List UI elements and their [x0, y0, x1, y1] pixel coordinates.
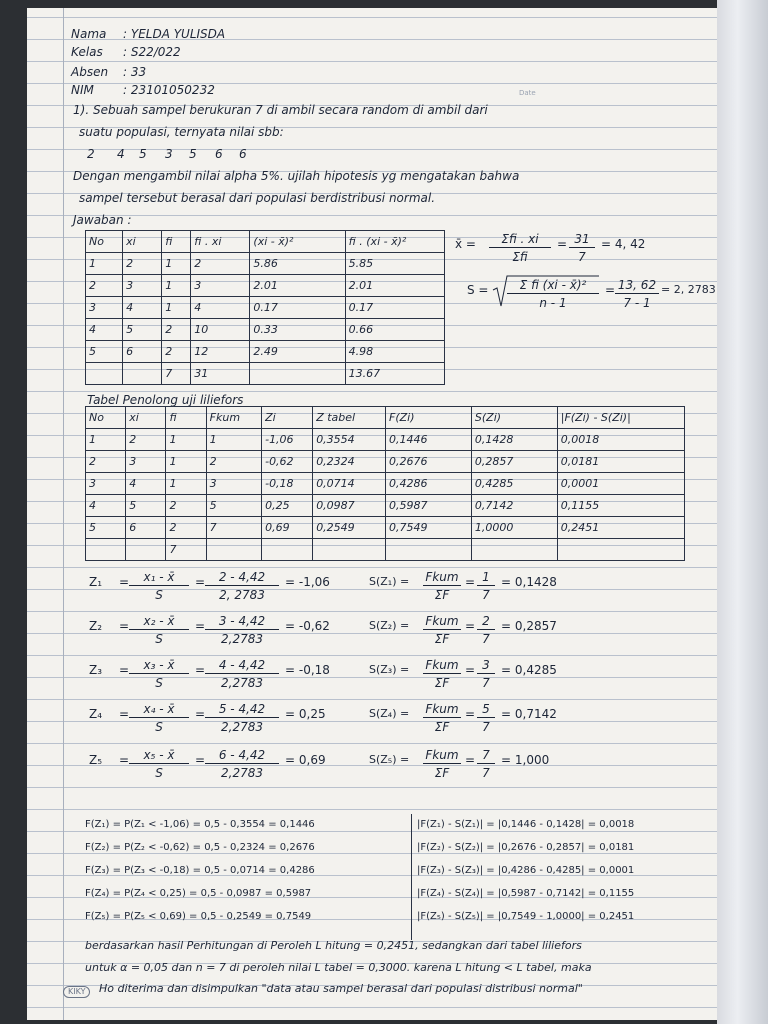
table-total-row-cell: 7 [166, 539, 206, 561]
z-substitution-numerator: 5 - 4,42 [205, 702, 279, 718]
z-substitution-denominator: 2,2783 [221, 676, 263, 690]
equals-sign: = [195, 575, 206, 589]
table-row-cell: 2 [86, 275, 123, 297]
table-total-row-cell: 7 [162, 363, 191, 385]
diff-line: |F(Z₂) - S(Z₂)| = |0,2676 - 0,2857| = 0,0181 [417, 842, 635, 853]
z-formula-numerator: x₄ - x̄ [129, 702, 189, 718]
absen-label: Absen [71, 65, 109, 79]
equals-sign: = [119, 663, 130, 677]
sample-value: 6 [239, 147, 247, 161]
table-row-cell: 0.17 [345, 297, 444, 319]
s-formula [423, 658, 461, 690]
nim-label: NIM [71, 83, 94, 97]
table-row-cell: 0,0001 [557, 473, 684, 495]
table-row-cell: 2 [86, 451, 126, 473]
table-row [86, 275, 445, 297]
sd-fraction-2 [615, 278, 659, 310]
z-lhs: Z₄ [89, 707, 103, 721]
table-row-cell: 0,5987 [386, 495, 472, 517]
table-row-cell: 0,69 [262, 517, 313, 539]
table-header-cell: Fkum [206, 407, 261, 429]
sd-root-numerator: Σ fi (xi - x̄)² [507, 278, 599, 294]
table-total-row-cell [86, 539, 126, 561]
s-substitution-denominator: 7 [482, 632, 490, 646]
notebook-page [27, 8, 717, 1020]
table-header-cell: fi [166, 407, 206, 429]
s-lhs: S(Z₅) = [369, 753, 410, 766]
brand-logo: KIKY [63, 986, 90, 998]
diff-line: |F(Z₃) - S(Z₃)| = |0,4286 - 0,4285| = 0,0001 [417, 865, 635, 876]
sample-value: 2 [87, 147, 95, 161]
question-line-2: suatu populasi, ternyata nilai sbb: [79, 125, 284, 139]
equals-sign: = [195, 707, 206, 721]
s-substitution-denominator: 7 [482, 676, 490, 690]
equals-sign: = [195, 619, 206, 633]
s-result: = 0,2857 [501, 619, 557, 633]
table-total-row-cell: 31 [191, 363, 250, 385]
table-header-cell: fi . (xi - x̄)² [345, 231, 444, 253]
z-substitution-denominator: 2,2783 [221, 766, 263, 780]
sample-value: 4 [117, 147, 125, 161]
liliefors-table [85, 406, 685, 561]
z-substitution-denominator: 2, 2783 [219, 588, 265, 602]
s-formula [423, 570, 461, 602]
table-row-cell: 3 [86, 297, 123, 319]
table-header [86, 231, 445, 253]
table-header-cell: xi [123, 231, 162, 253]
table-row-cell: 0,4285 [471, 473, 557, 495]
s-substitution-numerator: 7 [477, 748, 495, 764]
z-formula-numerator: x₅ - x̄ [129, 748, 189, 764]
table-row-cell: 2.49 [250, 341, 345, 363]
z-substitution-numerator: 6 - 4,42 [205, 748, 279, 764]
s-result: = 1,000 [501, 753, 550, 767]
z-lhs: Z₂ [89, 619, 103, 633]
s-result: = 0,1428 [501, 575, 557, 589]
table-total-row-cell: 13.67 [345, 363, 444, 385]
equals-sign: = [119, 575, 130, 589]
table-row-cell: 0,7549 [386, 517, 472, 539]
table-header-cell: (xi - x̄)² [250, 231, 345, 253]
table-row-cell: 5 [86, 517, 126, 539]
s-formula-numerator: Fkum [423, 658, 461, 674]
table-row-cell: 2 [162, 319, 191, 341]
table-row-cell: 2 [126, 429, 166, 451]
s-lhs: S(Z₃) = [369, 663, 410, 676]
z-substitution [205, 570, 279, 602]
kelas-label: Kelas [71, 45, 103, 59]
z-result: = -0,18 [285, 663, 330, 677]
table-row [86, 495, 685, 517]
z-result: = -1,06 [285, 575, 330, 589]
notebook-binding [717, 0, 768, 1024]
margin-line [63, 8, 64, 1020]
equals-sign: = [195, 753, 206, 767]
table-row-cell: 0,3554 [313, 429, 386, 451]
sample-value: 5 [189, 147, 197, 161]
table-row-cell: -1,06 [262, 429, 313, 451]
table-row-cell: 2 [206, 451, 261, 473]
table-row-cell: 5 [126, 495, 166, 517]
s-substitution-numerator: 3 [477, 658, 495, 674]
s-formula [423, 614, 461, 646]
s-formula-numerator: Fkum [423, 748, 461, 764]
table-row-cell: 6 [123, 341, 162, 363]
table-row-cell: 2 [123, 253, 162, 275]
z-substitution [205, 614, 279, 646]
table2-title: Tabel Penolong uji liliefors [87, 393, 244, 407]
table-row-cell: 12 [191, 341, 250, 363]
table-row-cell: 2.01 [250, 275, 345, 297]
table-total-row-cell [386, 539, 472, 561]
mean-numerator: Σfi . xi [489, 232, 551, 248]
mean-denominator-2: 7 [578, 250, 586, 264]
absen-value: : 33 [123, 65, 147, 79]
table-row-cell: 1 [166, 429, 206, 451]
sd-numerator-2: 13, 62 [615, 278, 659, 294]
s-formula-numerator: Fkum [423, 614, 461, 630]
z-formula-denominator: S [155, 720, 163, 734]
z-formula [129, 748, 189, 780]
table-total-row [86, 363, 445, 385]
sd-denominator-2: 7 - 1 [623, 296, 651, 310]
z-substitution [205, 702, 279, 734]
jawaban-label: Jawaban : [73, 213, 132, 227]
table-row-cell: 4 [86, 495, 126, 517]
s-substitution-numerator: 2 [477, 614, 495, 630]
table-row-cell: 3 [206, 473, 261, 495]
s-formula [423, 702, 461, 734]
question-line-4: sampel tersebut berasal dari populasi berdistribusi normal. [79, 191, 436, 205]
s-formula-denominator: ΣF [434, 676, 450, 690]
z-formula-numerator: x₃ - x̄ [129, 658, 189, 674]
table-row-cell: 1 [166, 451, 206, 473]
equals-sign: = [119, 619, 130, 633]
table-header [86, 407, 685, 429]
s-substitution-numerator: 1 [477, 570, 495, 586]
s-formula-denominator: ΣF [434, 720, 450, 734]
table-row-cell: 0,1428 [471, 429, 557, 451]
sd-root-denominator: n - 1 [539, 296, 567, 310]
z-formula-denominator: S [155, 588, 163, 602]
mean-eq: = [557, 237, 568, 251]
table-row-cell: 0,25 [262, 495, 313, 517]
table-row-cell: 0.66 [345, 319, 444, 341]
conclusion-line-3: Ho diterima dan disimpulkan "data atau sampel berasal dari populasi distribusi normal" [99, 982, 583, 995]
sd-eq: = [605, 283, 616, 297]
z-formula-denominator: S [155, 632, 163, 646]
table-row [86, 517, 685, 539]
table-row-cell: 4 [126, 473, 166, 495]
f-line: F(Z₄) = P(Z₄ < 0,25) = 0,5 - 0,0987 = 0,5987 [85, 888, 312, 899]
table-row-cell: 5 [123, 319, 162, 341]
table-row-cell: 0,2549 [313, 517, 386, 539]
z-lhs: Z₅ [89, 753, 103, 767]
equals-sign: = [119, 707, 130, 721]
sd-result: = 2, 2783 [661, 283, 716, 296]
s-formula [423, 748, 461, 780]
table-total-row-cell [262, 539, 313, 561]
table-row-cell: 0,1446 [386, 429, 472, 451]
table-row-cell: 0,0018 [557, 429, 684, 451]
frequency-table [85, 230, 445, 385]
table-row-cell: 2.01 [345, 275, 444, 297]
table-total-row-cell [313, 539, 386, 561]
table-row-cell: 3 [191, 275, 250, 297]
table-row-cell: 1,0000 [471, 517, 557, 539]
table-row-cell: 3 [123, 275, 162, 297]
table-row-cell: 1 [166, 473, 206, 495]
z-substitution-numerator: 4 - 4,42 [205, 658, 279, 674]
table-row-cell: 0,1155 [557, 495, 684, 517]
z-formula-numerator: x₂ - x̄ [129, 614, 189, 630]
s-substitution-denominator: 7 [482, 766, 490, 780]
mean-fraction [489, 232, 551, 264]
conclusion-line-1: berdasarkan hasil Perhitungan di Peroleh L hitung = 0,2451, sedangkan dari tabel liliefors [85, 939, 582, 952]
table-row-cell: 3 [86, 473, 126, 495]
conclusion-line-2: untuk α = 0,05 dan n = 7 di peroleh nilai L tabel = 0,3000. karena L hitung < L tabel, maka [85, 961, 592, 974]
mean-numerator-2: 31 [569, 232, 595, 248]
z-substitution-denominator: 2,2783 [221, 632, 263, 646]
diff-line: |F(Z₄) - S(Z₄)| = |0,5987 - 0,7142| = 0,1155 [417, 888, 635, 899]
table-header-cell: No [86, 407, 126, 429]
sd-root-fraction [507, 278, 599, 310]
table-header-cell: xi [126, 407, 166, 429]
table-row-cell: 1 [162, 253, 191, 275]
table-row-cell: 0.17 [250, 297, 345, 319]
table-row-cell: 0,2676 [386, 451, 472, 473]
table-row-cell: 5 [86, 341, 123, 363]
table-row-cell: 0,0714 [313, 473, 386, 495]
nim-value: : 23101050232 [123, 83, 215, 97]
table-row [86, 253, 445, 275]
table-row-cell: 6 [126, 517, 166, 539]
table-row-cell: 2 [166, 517, 206, 539]
equals-sign: = [465, 575, 476, 589]
table-row-cell: 4.98 [345, 341, 444, 363]
table-total-row-cell [123, 363, 162, 385]
z-lhs: Z₃ [89, 663, 103, 677]
s-formula-denominator: ΣF [434, 588, 450, 602]
table-total-row-cell [206, 539, 261, 561]
table-row-cell: 0,2451 [557, 517, 684, 539]
s-substitution-numerator: 5 [477, 702, 495, 718]
divider-line [411, 814, 412, 940]
diff-line: |F(Z₁) - S(Z₁)| = |0,1446 - 0,1428| = 0,0018 [417, 819, 635, 830]
s-substitution [477, 748, 495, 780]
f-line: F(Z₁) = P(Z₁ < -1,06) = 0,5 - 0,3554 = 0,1446 [85, 819, 315, 830]
question-line-3: Dengan mengambil nilai alpha 5%. ujilah hipotesis yg mengatakan bahwa [73, 169, 520, 183]
table-row [86, 451, 685, 473]
table-row [86, 297, 445, 319]
table-row-cell: 4 [123, 297, 162, 319]
table-row-cell: 4 [86, 319, 123, 341]
z-substitution-denominator: 2,2783 [221, 720, 263, 734]
z-substitution-numerator: 3 - 4,42 [205, 614, 279, 630]
date-watermark: Date [519, 89, 536, 97]
mean-lhs: x̄ = [455, 237, 476, 251]
table-row-cell: 10 [191, 319, 250, 341]
z-formula-denominator: S [155, 766, 163, 780]
table-row-cell: 0,7142 [471, 495, 557, 517]
z-lhs: Z₁ [89, 575, 103, 589]
equals-sign: = [465, 663, 476, 677]
table-header-cell: No [86, 231, 123, 253]
table-row-cell: 0.33 [250, 319, 345, 341]
mean-result: = 4, 42 [601, 237, 646, 251]
z-formula [129, 614, 189, 646]
table-total-row-cell [250, 363, 345, 385]
mean-fraction-2 [569, 232, 595, 264]
z-result: = -0,62 [285, 619, 330, 633]
table-header-cell: fi [162, 231, 191, 253]
z-substitution [205, 748, 279, 780]
table-row-cell: -0,62 [262, 451, 313, 473]
z-formula-denominator: S [155, 676, 163, 690]
table-row-cell: 2 [191, 253, 250, 275]
mean-denominator: Σfi [512, 250, 528, 264]
table-row-cell: 0,0987 [313, 495, 386, 517]
s-substitution-denominator: 7 [482, 588, 490, 602]
kelas-value: : S22/022 [123, 45, 181, 59]
table-row-cell: 2 [162, 341, 191, 363]
equals-sign: = [465, 707, 476, 721]
sd-lhs: S = [467, 283, 489, 297]
s-formula-denominator: ΣF [434, 766, 450, 780]
sample-value: 3 [165, 147, 173, 161]
table-header-cell: Z tabel [313, 407, 386, 429]
table-row-cell: 2 [166, 495, 206, 517]
table-row [86, 341, 445, 363]
s-substitution [477, 702, 495, 734]
s-formula-numerator: Fkum [423, 702, 461, 718]
z-result: = 0,69 [285, 753, 326, 767]
table-row [86, 319, 445, 341]
s-substitution [477, 614, 495, 646]
question-line-1: 1). Sebuah sampel berukuran 7 di ambil secara random di ambil dari [73, 103, 488, 117]
sample-value: 5 [139, 147, 147, 161]
z-formula [129, 570, 189, 602]
s-result: = 0,4285 [501, 663, 557, 677]
f-line: F(Z₃) = P(Z₃ < -0,18) = 0,5 - 0,0714 = 0,4286 [85, 865, 315, 876]
s-lhs: S(Z₄) = [369, 707, 410, 720]
diff-line: |F(Z₅) - S(Z₅)| = |0,7549 - 1,0000| = 0,2451 [417, 911, 635, 922]
table-row [86, 473, 685, 495]
table-header-cell: S(Zi) [471, 407, 557, 429]
table-row-cell: 1 [162, 297, 191, 319]
sample-value: 6 [215, 147, 223, 161]
table-row-cell: 5.86 [250, 253, 345, 275]
z-substitution [205, 658, 279, 690]
nama-value: : YELDA YULISDA [123, 27, 226, 41]
f-line: F(Z₅) = P(Z₅ < 0,69) = 0,5 - 0,2549 = 0,7549 [85, 911, 312, 922]
table-header-cell: fi . xi [191, 231, 250, 253]
z-substitution-numerator: 2 - 4,42 [205, 570, 279, 586]
s-substitution [477, 570, 495, 602]
table-total-row [86, 539, 685, 561]
table-row-cell: 1 [86, 253, 123, 275]
table-row-cell: 3 [126, 451, 166, 473]
table-row-cell: 1 [206, 429, 261, 451]
table-row-cell: 1 [162, 275, 191, 297]
s-substitution [477, 658, 495, 690]
table-row-cell: -0,18 [262, 473, 313, 495]
z-formula [129, 702, 189, 734]
table-header-cell: F(Zi) [386, 407, 472, 429]
equals-sign: = [119, 753, 130, 767]
equals-sign: = [465, 619, 476, 633]
f-line: F(Z₂) = P(Z₂ < -0,62) = 0,5 - 0,2324 = 0,2676 [85, 842, 315, 853]
s-lhs: S(Z₂) = [369, 619, 410, 632]
table-row-cell: 7 [206, 517, 261, 539]
table-row-cell: 5.85 [345, 253, 444, 275]
table-total-row-cell [126, 539, 166, 561]
table-header-cell: |F(Zi) - S(Zi)| [557, 407, 684, 429]
table-header-cell: Zi [262, 407, 313, 429]
table-row-cell: 0,4286 [386, 473, 472, 495]
table-total-row-cell [557, 539, 684, 561]
table-total-row-cell [86, 363, 123, 385]
s-result: = 0,7142 [501, 707, 557, 721]
table-row-cell: 5 [206, 495, 261, 517]
equals-sign: = [195, 663, 206, 677]
table-row [86, 429, 685, 451]
table-row-cell: 4 [191, 297, 250, 319]
table-row-cell: 0,2857 [471, 451, 557, 473]
s-formula-numerator: Fkum [423, 570, 461, 586]
s-substitution-denominator: 7 [482, 720, 490, 734]
s-formula-denominator: ΣF [434, 632, 450, 646]
z-result: = 0,25 [285, 707, 326, 721]
equals-sign: = [465, 753, 476, 767]
table-row-cell: 0,2324 [313, 451, 386, 473]
table-total-row-cell [471, 539, 557, 561]
nama-label: Nama [71, 27, 107, 41]
z-formula-numerator: x₁ - x̄ [129, 570, 189, 586]
s-lhs: S(Z₁) = [369, 575, 410, 588]
table-row-cell: 0,0181 [557, 451, 684, 473]
z-formula [129, 658, 189, 690]
table-row-cell: 1 [86, 429, 126, 451]
